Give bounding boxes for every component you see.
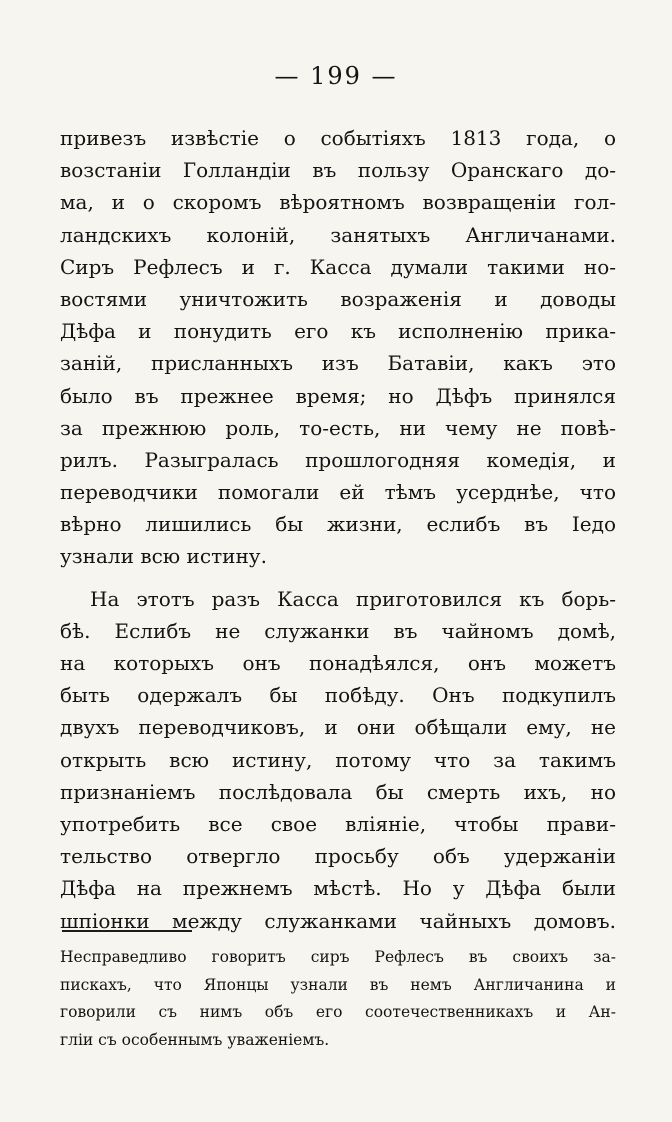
text-line: ландскихъ колоній, занятыхъ Англичанами. [60,222,616,247]
text-line: рилъ. Разыгралась прошлогодняя комедія, и [60,447,616,472]
text-line: На этотъ разъ Касса приготовился къ борь- [90,586,616,611]
text-line: привезъ извѣстіе о событіяхъ 1813 года, о [60,126,616,150]
main-text [60,122,616,937]
text-line: переводчики помогали ей тѣмъ усерднѣе, что [60,480,616,505]
text-line: на которыхъ онъ понадѣялся, онъ можетъ [60,651,616,675]
text-line: шпіонки между служанками чайныхъ домовъ. [60,908,616,933]
footnote-rule [62,930,192,932]
text-line: бѣ. Еслибъ не служанки въ чайномъ домѣ, [60,618,616,643]
page-number: — 199 — [274,62,398,90]
text-line: Дѣфа и понудить его къ исполненію прика- [60,319,616,344]
text-line: тельство отвергло просьбу объ удержаніи [60,844,616,869]
text-line: заній, присланныхъ изъ Батавіи, какъ это [60,351,616,376]
footnote [60,944,616,1054]
text-line: Дѣфа на прежнемъ мѣстѣ. Но у Дѣфа были [60,876,616,901]
footnote-line: пискахъ, что Японцы узнали въ немъ Англичанина и [60,975,616,994]
text-line: востями уничтожить возраженія и доводы [60,286,616,311]
text-line: возстаніи Голландіи въ пользу Оранскаго до- [60,158,616,183]
paragraph-2 [60,583,616,937]
text-line: открыть всю истину, потому что за такимъ [60,747,616,772]
text-line: двухъ переводчиковъ, и они обѣщали ему, не [60,715,616,740]
text-line: быть одержалъ бы побѣду. Онъ подкупилъ [60,683,616,708]
footnote-line: говорили съ нимъ объ его соотечественникахъ и Ан- [60,1003,616,1021]
text-line: узнали всю истину. [60,544,267,569]
footnote-line: гліи съ особеннымъ уваженіемъ. [60,1030,330,1049]
text-line: за прежнюю роль, то-есть, ни чему не повѣ- [60,415,616,440]
text-line: вѣрно лишились бы жизни, еслибъ въ Іедо [60,512,616,537]
paragraph-gap [60,573,616,583]
text-line: Сиръ Рефлесъ и г. Касса думали такими но- [60,254,616,279]
text-line: было въ прежнее время; но Дѣфъ принялся [60,383,616,408]
paragraph-1 [60,122,616,573]
text-line: употребить все свое вліяніе, чтобы прави- [60,811,616,836]
text-line: ма, и о скоромъ вѣроятномъ возвращеніи гол- [60,190,616,215]
text-line: признаніемъ послѣдовала бы смерть ихъ, но [60,779,616,804]
footnote-line: Несправедливо говоритъ сиръ Рефлесъ въ своихъ за- [60,948,616,966]
